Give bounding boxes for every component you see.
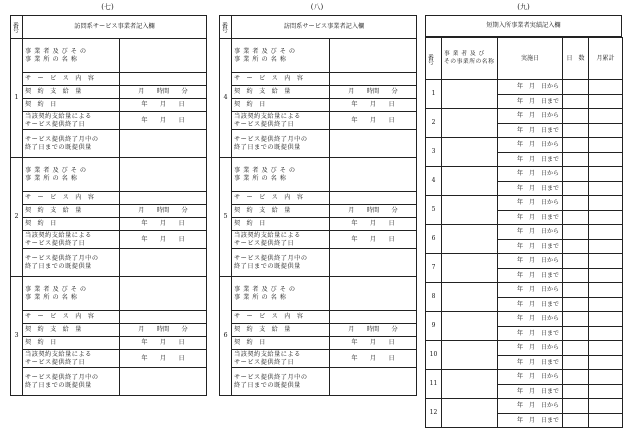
visit-row-cumulative	[11, 130, 207, 158]
visit-row-provision	[220, 112, 417, 130]
short-days-cell[interactable]	[563, 225, 589, 240]
label-provision: 当該契約支給量による サービス提供終了日	[23, 112, 120, 130]
short-date-from[interactable]: 年 月 日から	[498, 80, 563, 95]
short-total-cell[interactable]	[589, 413, 623, 428]
value-cumulative[interactable]	[330, 249, 417, 277]
panel-title: (九)	[517, 3, 530, 11]
short-date-to[interactable]: 年 月 日まで	[498, 384, 563, 399]
label-cumulative: サービス提供終了月中の 終了日までの既提供量	[232, 368, 330, 396]
entry-number: 5	[220, 158, 232, 277]
label-amount: 契 約 支 給 量	[232, 86, 330, 99]
short-date-from[interactable]: 年 月 日から	[498, 138, 563, 153]
visit-row-provision	[220, 231, 417, 249]
label-service: サ ー ビ ス 内 容	[232, 192, 330, 205]
label-provision: 当該契約支給量による サービス提供終了日	[23, 350, 120, 368]
value-name[interactable]	[120, 158, 207, 192]
short-days-cell[interactable]	[563, 355, 589, 370]
short-provider-name[interactable]	[442, 196, 498, 225]
visit-table-left	[10, 15, 207, 396]
short-entry-number: 1	[426, 80, 442, 109]
visit-row-service	[220, 73, 417, 86]
value-amount[interactable]: 月 時間 分	[330, 86, 417, 99]
entry-number: 4	[220, 39, 232, 158]
label-date: 契 約 日	[232, 218, 330, 231]
value-amount[interactable]: 月 時間 分	[120, 86, 207, 99]
label-amount: 契 約 支 給 量	[232, 324, 330, 337]
label-service: サ ー ビ ス 内 容	[23, 192, 120, 205]
value-service[interactable]	[330, 311, 417, 324]
short-row	[426, 341, 623, 356]
short-provider-name[interactable]	[442, 370, 498, 399]
short-total-cell[interactable]	[589, 167, 623, 182]
visit-row-service	[220, 311, 417, 324]
short-provider-name[interactable]	[442, 225, 498, 254]
value-cumulative[interactable]	[330, 368, 417, 396]
value-name[interactable]	[120, 277, 207, 311]
short-date-from[interactable]: 年 月 日から	[498, 283, 563, 298]
value-provision[interactable]: 年 月 日	[330, 112, 417, 130]
visit-row-amount	[11, 324, 207, 337]
short-row	[426, 167, 623, 182]
short-provider-name[interactable]	[442, 341, 498, 370]
value-name[interactable]	[330, 277, 417, 311]
label-name: 事 業 者 及 び そ の 事 業 所 の 名 称	[232, 277, 330, 311]
short-num-header: 番号	[426, 38, 442, 80]
short-date-to[interactable]: 年 月 日まで	[498, 123, 563, 138]
short-total-cell[interactable]	[589, 196, 623, 211]
short-days-cell[interactable]	[563, 167, 589, 182]
label-provision: 当該契約支給量による サービス提供終了日	[23, 231, 120, 249]
short-days-cell[interactable]	[563, 138, 589, 153]
short-date-from[interactable]: 年 月 日から	[498, 254, 563, 269]
visit-row-amount	[220, 205, 417, 218]
short-entry-number: 4	[426, 167, 442, 196]
value-date[interactable]: 年 月 日	[330, 337, 417, 350]
visit-row-amount	[220, 86, 417, 99]
visit-row-cumulative	[220, 368, 417, 396]
label-name: 事 業 者 及 び そ の 事 業 所 の 名 称	[23, 39, 120, 73]
short-total-cell[interactable]	[589, 384, 623, 399]
short-date-to[interactable]: 年 月 日まで	[498, 268, 563, 283]
short-date-from[interactable]: 年 月 日から	[498, 341, 563, 356]
short-total-cell[interactable]	[589, 210, 623, 225]
label-service: サ ー ビ ス 内 容	[23, 311, 120, 324]
value-cumulative[interactable]	[120, 368, 207, 396]
short-date-to[interactable]: 年 月 日まで	[498, 326, 563, 341]
short-date-to[interactable]: 年 月 日まで	[498, 94, 563, 109]
short-date-from[interactable]: 年 月 日から	[498, 370, 563, 385]
value-provision[interactable]: 年 月 日	[120, 231, 207, 249]
header-number: 番号	[220, 16, 232, 39]
short-row	[426, 109, 623, 124]
short-total-cell[interactable]	[589, 181, 623, 196]
value-service[interactable]	[330, 192, 417, 205]
entry-number: 1	[11, 39, 23, 158]
visit-row-date	[11, 218, 207, 231]
short-entry-number: 3	[426, 138, 442, 167]
short-row	[426, 225, 623, 240]
visit-row-cumulative	[220, 249, 417, 277]
value-amount[interactable]: 月 時間 分	[330, 324, 417, 337]
header-number: 番号	[11, 16, 23, 39]
short-date-to[interactable]: 年 月 日まで	[498, 297, 563, 312]
value-date[interactable]: 年 月 日	[120, 99, 207, 112]
value-cumulative[interactable]	[120, 249, 207, 277]
short-entry-number: 2	[426, 109, 442, 138]
visit-row-date	[220, 99, 417, 112]
value-amount[interactable]: 月 時間 分	[120, 324, 207, 337]
entry-number: 3	[11, 277, 23, 396]
short-total-cell[interactable]	[589, 355, 623, 370]
value-amount[interactable]: 月 時間 分	[120, 205, 207, 218]
label-amount: 契 約 支 給 量	[232, 205, 330, 218]
visit-row-name	[220, 277, 417, 311]
label-name: 事 業 者 及 び そ の 事 業 所 の 名 称	[23, 277, 120, 311]
visit-row-name	[11, 277, 207, 311]
short-total-cell[interactable]	[589, 152, 623, 167]
short-date-from[interactable]: 年 月 日から	[498, 312, 563, 327]
short-row	[426, 312, 623, 327]
short-total-header: 月累計	[589, 38, 623, 80]
panel-title: (八)	[310, 3, 324, 11]
header-visit-col: 訪問系サービス事業者記入欄	[23, 16, 207, 39]
short-provider-name[interactable]	[442, 283, 498, 312]
visit-row-provision	[220, 350, 417, 368]
short-days-cell[interactable]	[563, 109, 589, 124]
short-row	[426, 254, 623, 269]
short-date-to[interactable]: 年 月 日まで	[498, 210, 563, 225]
short-total-cell[interactable]	[589, 94, 623, 109]
short-date-to[interactable]: 年 月 日まで	[498, 239, 563, 254]
short-entry-number: 5	[426, 196, 442, 225]
value-date[interactable]: 年 月 日	[330, 99, 417, 112]
short-date-from[interactable]: 年 月 日から	[498, 399, 563, 414]
value-date[interactable]: 年 月 日	[330, 218, 417, 231]
short-days-cell[interactable]	[563, 312, 589, 327]
visit-row-service	[11, 311, 207, 324]
visit-row-cumulative	[220, 130, 417, 158]
value-service[interactable]	[330, 73, 417, 86]
value-service[interactable]	[120, 311, 207, 324]
short-days-cell[interactable]	[563, 297, 589, 312]
short-days-cell[interactable]	[563, 399, 589, 414]
visit-row-amount	[220, 324, 417, 337]
header-visit-col: 訪問系サービス事業者記入欄	[232, 16, 417, 39]
short-total-cell[interactable]	[589, 341, 623, 356]
label-service: サ ー ビ ス 内 容	[23, 73, 120, 86]
short-name-header: 事 業 者 及 び その事業所の名称	[442, 38, 498, 80]
short-days-cell[interactable]	[563, 413, 589, 428]
value-amount[interactable]: 月 時間 分	[330, 205, 417, 218]
short-days-cell[interactable]	[563, 283, 589, 298]
short-entry-number: 7	[426, 254, 442, 283]
value-provision[interactable]: 年 月 日	[330, 350, 417, 368]
visit-row-date	[11, 337, 207, 350]
visit-row-provision	[11, 231, 207, 249]
panel-title: (七)	[101, 3, 114, 11]
short-days-header: 日 数	[563, 38, 589, 80]
label-name: 事 業 者 及 び そ の 事 業 所 の 名 称	[232, 158, 330, 192]
value-service[interactable]	[120, 192, 207, 205]
label-cumulative: サービス提供終了月中の 終了日までの既提供量	[23, 368, 120, 396]
short-date-to[interactable]: 年 月 日まで	[498, 413, 563, 428]
visit-row-cumulative	[11, 249, 207, 277]
short-days-cell[interactable]	[563, 181, 589, 196]
short-row	[426, 138, 623, 153]
short-total-cell[interactable]	[589, 370, 623, 385]
label-provision: 当該契約支給量による サービス提供終了日	[232, 350, 330, 368]
visit-row-service	[11, 192, 207, 205]
visit-row-provision	[11, 350, 207, 368]
label-cumulative: サービス提供終了月中の 終了日までの既提供量	[23, 130, 120, 158]
label-cumulative: サービス提供終了月中の 終了日までの既提供量	[232, 249, 330, 277]
short-entry-number: 12	[426, 399, 442, 428]
label-name: 事 業 者 及 び そ の 事 業 所 の 名 称	[23, 158, 120, 192]
short-days-cell[interactable]	[563, 123, 589, 138]
short-row	[426, 283, 623, 298]
short-date-from[interactable]: 年 月 日から	[498, 109, 563, 124]
visit-row-name	[220, 39, 417, 73]
short-entry-number: 9	[426, 312, 442, 341]
short-date-from[interactable]: 年 月 日から	[498, 225, 563, 240]
short-total-cell[interactable]	[589, 312, 623, 327]
short-provider-name[interactable]	[442, 312, 498, 341]
short-stay-title: 短期入所事業者実績記入欄	[425, 15, 622, 37]
visit-table-mid	[219, 15, 417, 396]
value-provision[interactable]: 年 月 日	[120, 112, 207, 130]
visit-row-cumulative	[11, 368, 207, 396]
short-provider-name[interactable]	[442, 80, 498, 109]
value-name[interactable]	[330, 39, 417, 73]
short-total-cell[interactable]	[589, 239, 623, 254]
label-date: 契 約 日	[23, 218, 120, 231]
visit-row-date	[220, 337, 417, 350]
label-amount: 契 約 支 給 量	[23, 205, 120, 218]
visit-row-date	[220, 218, 417, 231]
visit-row-name	[220, 158, 417, 192]
label-name: 事 業 者 及 び そ の 事 業 所 の 名 称	[232, 39, 330, 73]
short-entry-number: 6	[426, 225, 442, 254]
short-days-cell[interactable]	[563, 370, 589, 385]
short-row	[426, 80, 623, 95]
label-service: サ ー ビ ス 内 容	[232, 311, 330, 324]
short-days-cell[interactable]	[563, 384, 589, 399]
value-service[interactable]	[120, 73, 207, 86]
short-days-cell[interactable]	[563, 326, 589, 341]
label-service: サ ー ビ ス 内 容	[232, 73, 330, 86]
label-amount: 契 約 支 給 量	[23, 86, 120, 99]
short-provider-name[interactable]	[442, 399, 498, 428]
short-total-cell[interactable]	[589, 109, 623, 124]
visit-row-name	[11, 158, 207, 192]
value-name[interactable]	[330, 158, 417, 192]
label-cumulative: サービス提供終了月中の 終了日までの既提供量	[232, 130, 330, 158]
short-date-to[interactable]: 年 月 日まで	[498, 181, 563, 196]
short-days-cell[interactable]	[563, 196, 589, 211]
short-entry-number: 10	[426, 341, 442, 370]
short-total-cell[interactable]	[589, 283, 623, 298]
short-date-from[interactable]: 年 月 日から	[498, 196, 563, 211]
short-days-cell[interactable]	[563, 268, 589, 283]
value-date[interactable]: 年 月 日	[120, 337, 207, 350]
short-provider-name[interactable]	[442, 167, 498, 196]
label-amount: 契 約 支 給 量	[23, 324, 120, 337]
short-total-cell[interactable]	[589, 138, 623, 153]
visit-row-provision	[11, 112, 207, 130]
short-total-cell[interactable]	[589, 297, 623, 312]
short-total-cell[interactable]	[589, 399, 623, 414]
short-days-cell[interactable]	[563, 239, 589, 254]
label-date: 契 約 日	[23, 337, 120, 350]
value-provision[interactable]: 年 月 日	[330, 231, 417, 249]
short-date-header: 実施日	[498, 38, 563, 80]
entry-number: 6	[220, 277, 232, 396]
value-cumulative[interactable]	[120, 130, 207, 158]
short-row	[426, 370, 623, 385]
label-date: 契 約 日	[23, 99, 120, 112]
value-date[interactable]: 年 月 日	[120, 218, 207, 231]
short-provider-name[interactable]	[442, 138, 498, 167]
short-total-cell[interactable]	[589, 254, 623, 269]
short-date-to[interactable]: 年 月 日まで	[498, 355, 563, 370]
short-entry-number: 8	[426, 283, 442, 312]
short-days-cell[interactable]	[563, 94, 589, 109]
label-cumulative: サービス提供終了月中の 終了日までの既提供量	[23, 249, 120, 277]
short-total-cell[interactable]	[589, 326, 623, 341]
label-date: 契 約 日	[232, 99, 330, 112]
short-total-cell[interactable]	[589, 80, 623, 95]
short-date-from[interactable]: 年 月 日から	[498, 167, 563, 182]
short-date-to[interactable]: 年 月 日まで	[498, 152, 563, 167]
visit-row-service	[220, 192, 417, 205]
short-total-cell[interactable]	[589, 123, 623, 138]
short-provider-name[interactable]	[442, 109, 498, 138]
visit-row-service	[11, 73, 207, 86]
value-provision[interactable]: 年 月 日	[120, 350, 207, 368]
short-row	[426, 196, 623, 211]
entry-number: 2	[11, 158, 23, 277]
value-name[interactable]	[120, 39, 207, 73]
short-stay-table	[425, 37, 623, 428]
short-days-cell[interactable]	[563, 341, 589, 356]
short-entry-number: 11	[426, 370, 442, 399]
short-row	[426, 399, 623, 414]
label-date: 契 約 日	[232, 337, 330, 350]
short-days-cell[interactable]	[563, 152, 589, 167]
visit-row-amount	[11, 205, 207, 218]
short-provider-name[interactable]	[442, 254, 498, 283]
short-days-cell[interactable]	[563, 80, 589, 95]
short-total-cell[interactable]	[589, 225, 623, 240]
value-cumulative[interactable]	[330, 130, 417, 158]
short-total-cell[interactable]	[589, 268, 623, 283]
short-days-cell[interactable]	[563, 210, 589, 225]
short-days-cell[interactable]	[563, 254, 589, 269]
label-provision: 当該契約支給量による サービス提供終了日	[232, 112, 330, 130]
label-provision: 当該契約支給量による サービス提供終了日	[232, 231, 330, 249]
visit-row-date	[11, 99, 207, 112]
visit-row-amount	[11, 86, 207, 99]
visit-row-name	[11, 39, 207, 73]
